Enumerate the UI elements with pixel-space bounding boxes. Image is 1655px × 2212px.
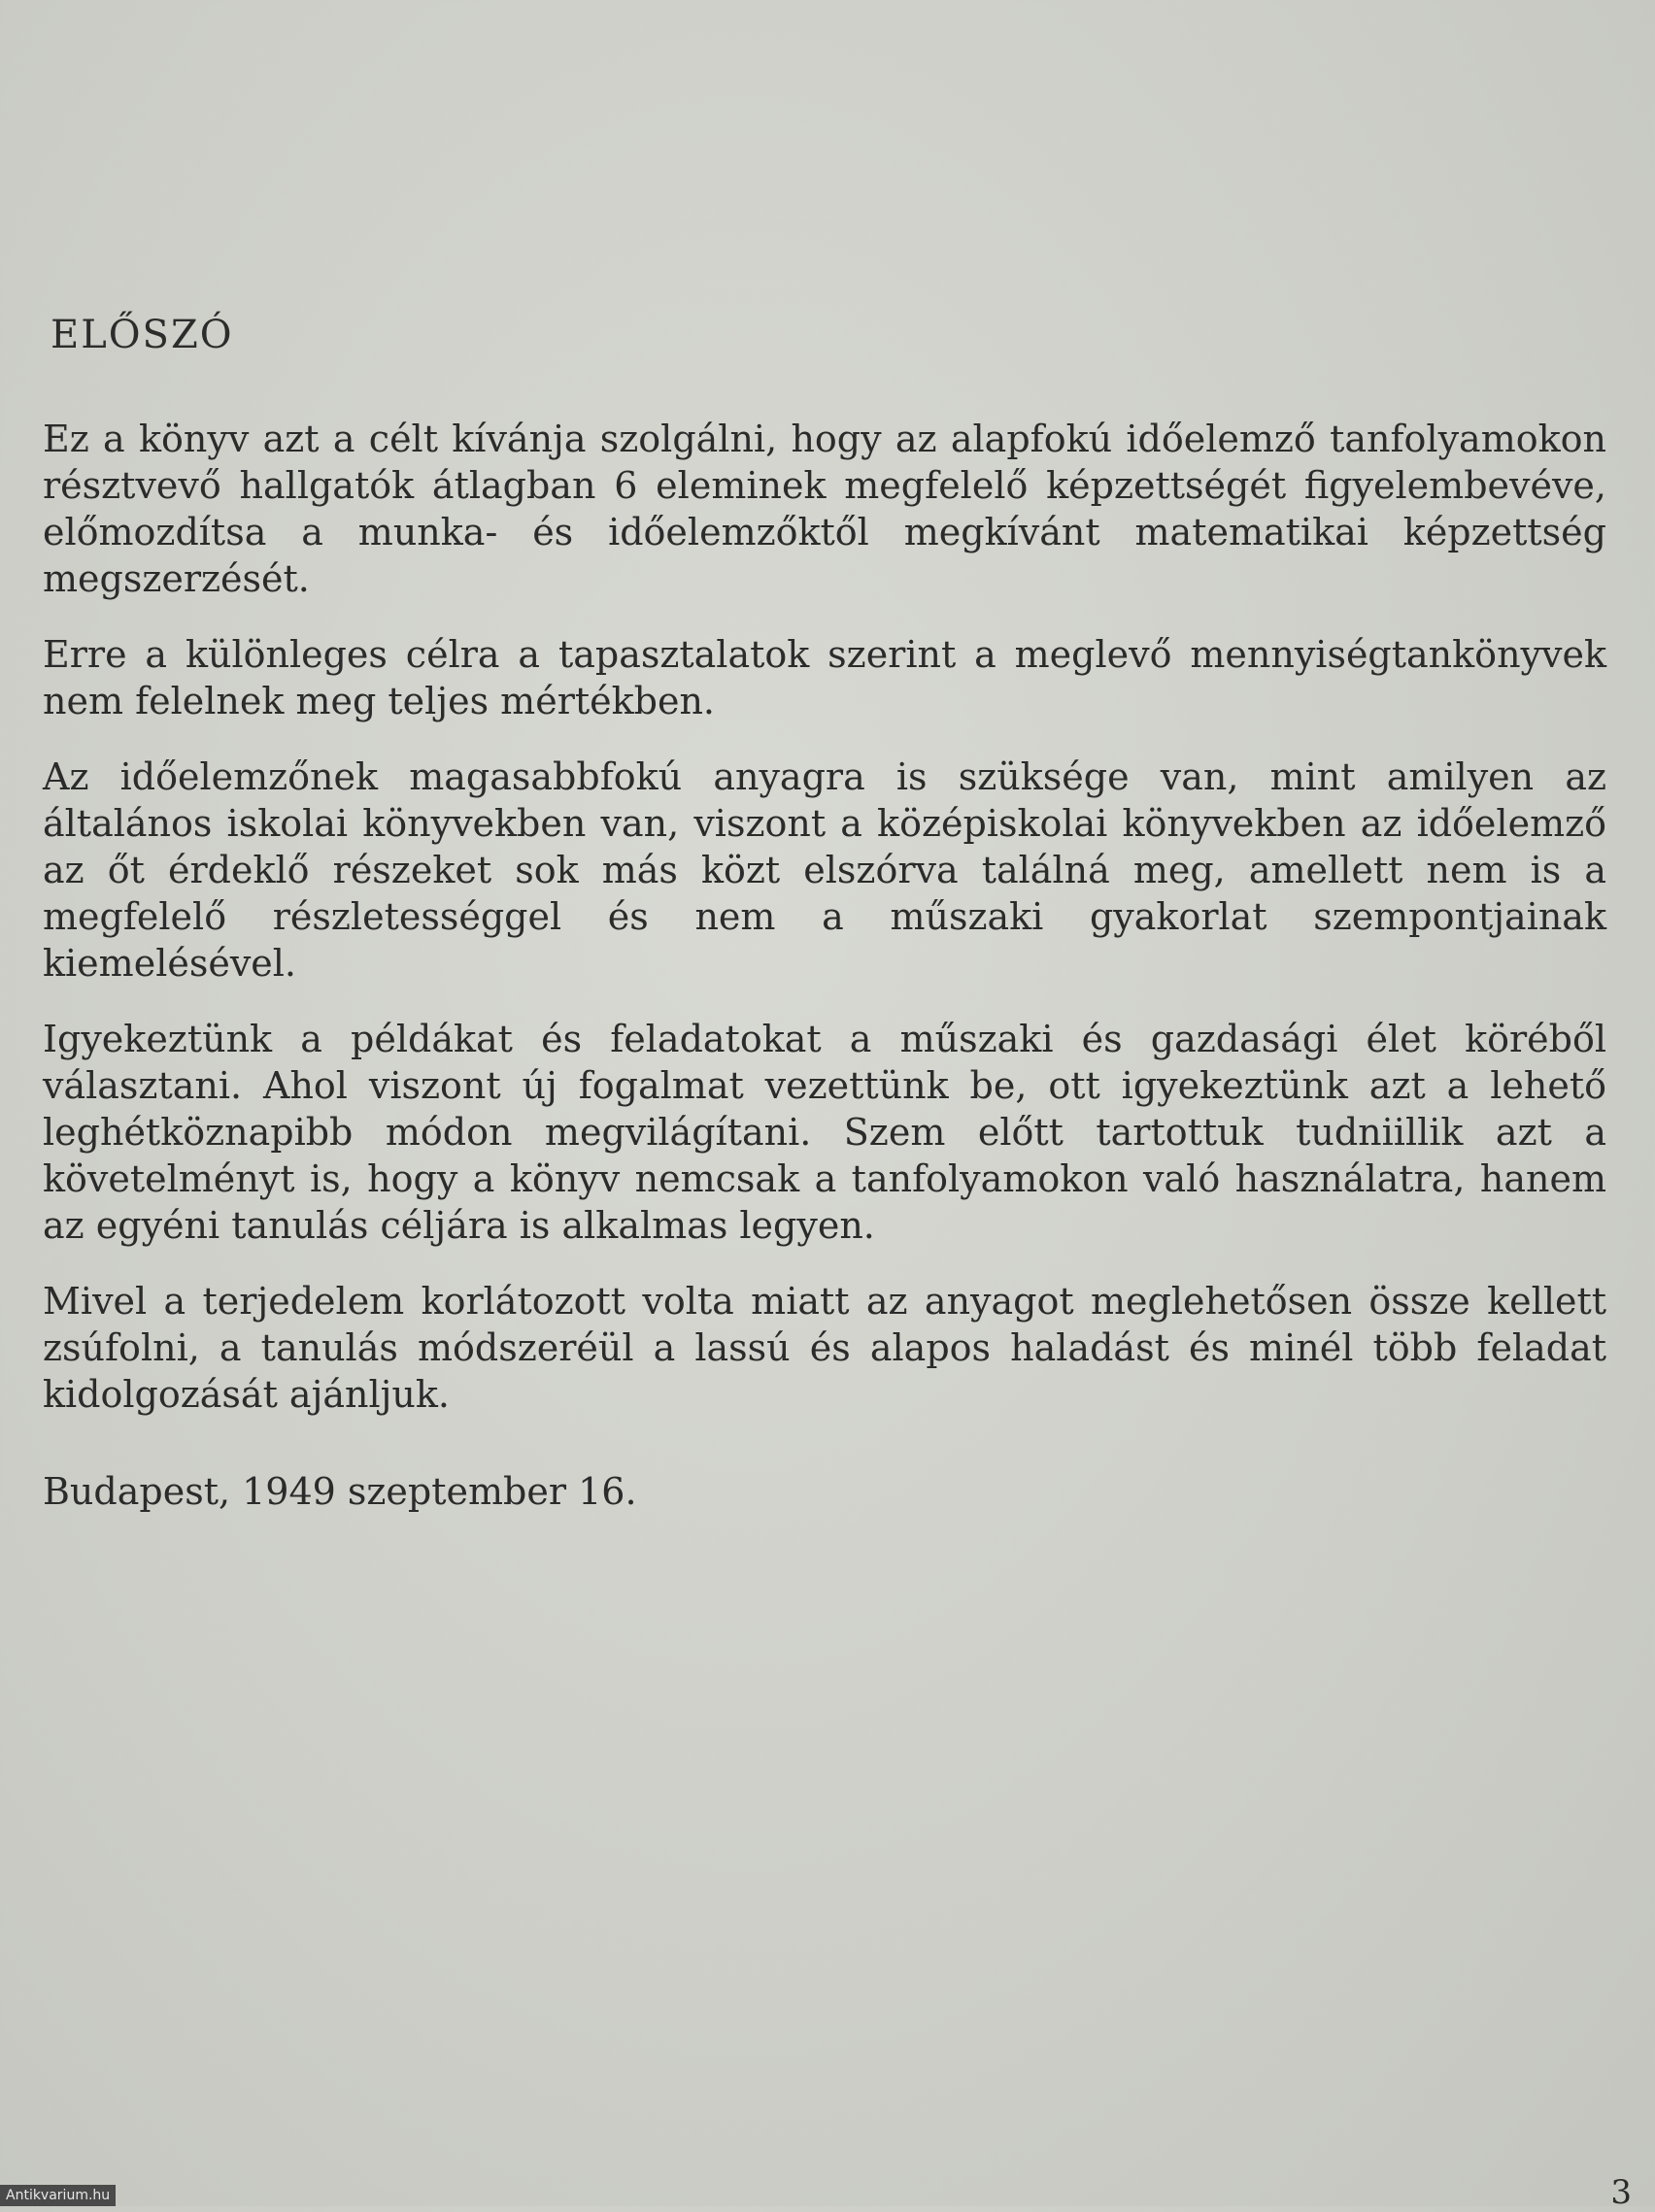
preface-body [43, 416, 1606, 1447]
paragraph-3: Az időelemzőnek magasabbfokú anyagra is szüksége van, mint amilyen az általános iskolai könyvekben van, viszont a középiskolai könyvekben az időelemző az őt érdeklő részeket sok más közt elszórva találná meg, amellett nem is a megfelelő részletességgel és nem a műszaki gyakorlat szempontjainak kiemelésével. [43, 755, 1606, 985]
date-signoff: Budapest, 1949 szeptember 16. [43, 1470, 637, 1513]
paragraph-4: Igyekeztünk a példákat és feladatokat a műszaki és gazdasági élet köréből választani. Ahol viszont új fogalmat vezettünk be, ott igyekeztünk azt a lehető leghétköznapibb módon megvilágítani. Szem előtt tartottuk tudniillik azt a követelményt is, hogy a könyv nemcsak a tanfolyamokon való használatra, hanem az egyéni tanulás céljára is alkalmas legyen. [43, 1018, 1606, 1247]
page-number: 3 [1610, 2173, 1632, 2212]
paragraph-2: Erre a különleges célra a tapasztalatok szerint a meglevő mennyiségtankönyvek nem felelnek meg teljes mértékben. [43, 633, 1606, 722]
paragraph-1: Ez a könyv azt a célt kívánja szolgálni, hogy az alapfokú időelemző tanfolyamokon résztvevő hallgatók átlagban 6 eleminek megfelelő képzettségét figyelembevéve, előmozdítsa a munka- és időelemzőktől megkívánt matematikai képzettség megszerzését. [43, 418, 1606, 600]
paragraph-5: Mivel a terjedelem korlátozott volta miatt az anyagot meglehetősen össze kellett zsúfolni, a tanulás módszeréül a lassú és alapos haladást és minél több feladat kidolgozását ajánljuk. [43, 1280, 1606, 1416]
page-title: ELŐSZÓ [51, 313, 234, 357]
watermark-label: Antikvarium.hu [0, 2185, 116, 2206]
